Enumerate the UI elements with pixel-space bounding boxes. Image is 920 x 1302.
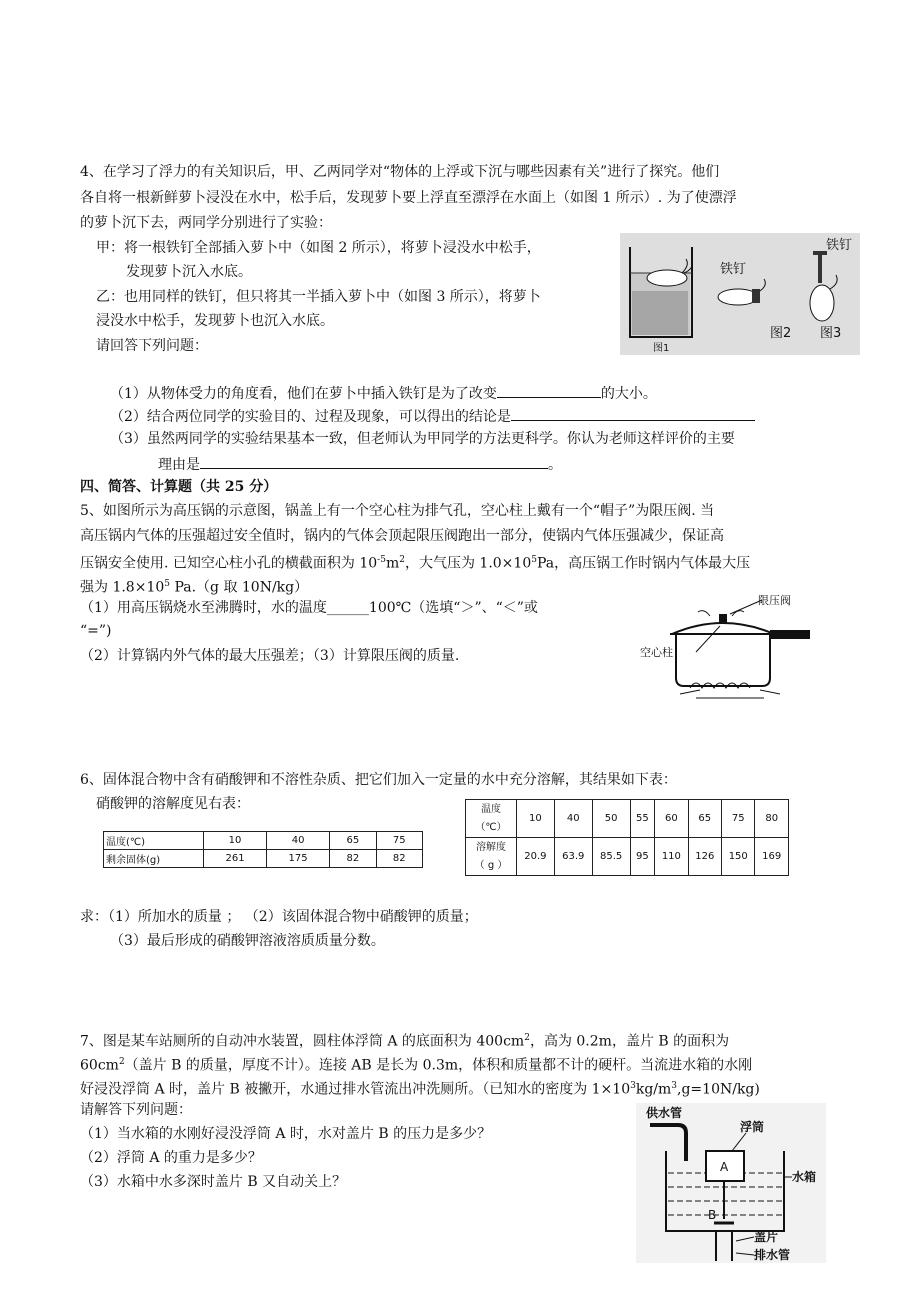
q6-ask-1: 求：（1）所加水的质量 ； （2）该固体混合物中硝酸钾的质量； [80, 909, 478, 925]
q4-yi-1: 乙：也用同样的铁钉，但只将其一半插入萝卜中（如图 3 所示），将萝卜 [96, 289, 541, 305]
q7-line-1-a: 7、图是某车站厕所的自动冲水装置，圆柱体浮筒 A 的底面积为 400cm [80, 1033, 525, 1050]
flush-device-figure [636, 1103, 826, 1263]
table-cell: 温度(℃) [104, 832, 204, 850]
table-header-cell [466, 800, 517, 838]
q7-line-3-b: kg/m [635, 1081, 672, 1098]
q4-sub-2 [110, 406, 755, 426]
q4-yi-2: 浸没水中松手，发现萝卜也沉入水底。 [96, 313, 334, 329]
q5-line-3-b: m [385, 555, 400, 572]
q7-line-3-c: ,g=10N/kg) [677, 1081, 760, 1098]
table-cell: 50 [592, 800, 630, 838]
table-cell: 65 [688, 800, 721, 838]
q4-sub-1 [110, 383, 657, 403]
q5-line-2: 高压锅内气体的压强超过安全值时，锅内的气体会顶起限压阀跑出一部分，使锅内气体压强减少，保证高 [80, 528, 724, 544]
q7-line-3-a: 好浸没浮筒 A 时，盖片 B 被撇开，水通过排水管流出冲洗厕所。（已知水的密度为 1×10 [80, 1081, 631, 1098]
table-cell: 169 [755, 838, 789, 876]
q5-line-4-a: 强为 1.8×10 [80, 579, 165, 596]
q4-jia-1: 甲：将一根铁钉全部插入萝卜中（如图 2 所示），将萝卜浸没水中松手， [96, 240, 541, 256]
table-cell: 55 [630, 800, 655, 838]
figure-3-label: 图3 [820, 326, 842, 341]
q6-line-2: 硝酸钾的溶解度见右表： [96, 796, 250, 812]
table-cell: 80 [755, 800, 789, 838]
q7-line-1-sup: 2 [524, 1033, 530, 1043]
q7-line-2-sup: 2 [118, 1057, 125, 1067]
q7-sub-1: （1）当水箱的水刚好浸没浮筒 A 时，水对盖片 B 的压力是多少？ [80, 1126, 492, 1142]
remaining-solid-table [103, 831, 423, 868]
section-heading: 四、简答、计算题（共 25 分） [80, 479, 278, 495]
q5-sub-1-cont: “=”) [80, 623, 112, 639]
q4-sub-3-text-c: 。 [548, 457, 562, 473]
table-cell: 75 [722, 800, 755, 838]
q7-line-4: 请解答下列问题： [80, 1102, 192, 1118]
drain-pipe-label: 排水管 [754, 1248, 791, 1262]
q4-sub-3-text-b: 理由是 [158, 457, 200, 473]
q5-line-1: 5、如图所示为高压锅的示意图，锅盖上有一个空心柱为排气孔，空心柱上戴有一个“帽子”为限压阀. 当 [80, 503, 715, 519]
float-a-letter: A [720, 1160, 729, 1174]
q5-line-3-sup-1: -5 [377, 555, 386, 565]
q6-ask-2: （3）最后形成的硝酸钾溶液溶质质量分数。 [110, 933, 385, 949]
table-row [104, 832, 423, 850]
q4-sub-3: （3）虽然两同学的实验结果基本一致，但老师认为甲同学的方法更科学。你认为老师这样评价的主要 [110, 431, 735, 447]
q7-line-3-sup-2: 3 [671, 1081, 678, 1091]
cover-b-letter: B [708, 1208, 717, 1222]
float-label: 浮筒 [740, 1120, 765, 1134]
table-cell: 75 [376, 832, 422, 850]
figure-2-label: 图2 [770, 326, 792, 341]
q5-sub-2: （2）计算锅内外气体的最大压强差；（3）计算限压阀的质量. [80, 648, 460, 664]
q7-line-2-b: （盖片 B 的质量，厚度不计）。连接 AB 是长为 0.3m，体积和质量都不计的硬杆。当流进水箱的水刚 [124, 1057, 753, 1074]
table-row [466, 838, 789, 876]
answer-blank[interactable] [511, 406, 755, 421]
table-row [466, 800, 789, 838]
q4-line-2: 各自将一根新鲜萝卜浸没在水中，松手后，发现萝卜要上浮直至漂浮在水面上（如图 1 所示）. 为了使漂浮 [80, 190, 737, 206]
q5-line-3 [80, 551, 750, 573]
answer-blank[interactable] [200, 454, 548, 469]
q7-sub-2: （2）浮筒 A 的重力是多少？ [80, 1150, 262, 1166]
q7-line-1-b: ，高为 0.2m，盖片 B 的面积为 [529, 1033, 730, 1050]
table-cell: 20.9 [517, 838, 555, 876]
header-line: 溶解度 [476, 841, 506, 853]
q4-sub-1-text-a: （1）从物体受力的角度看，他们在萝卜中插入铁钉是为了改变 [110, 386, 497, 402]
q4-sub-3-reason [158, 454, 562, 474]
nail-label-fig3: 铁钉 [826, 238, 853, 253]
q4-jia-2: 发现萝卜沉入水底。 [126, 264, 252, 280]
column-label: 空心柱 [640, 646, 673, 659]
q4-sub-1-text-b: 的大小。 [600, 386, 657, 402]
pressure-cooker-figure [640, 594, 820, 704]
q7-line-2-a: 60cm [80, 1057, 119, 1074]
q7-sub-3: （3）水箱中水多深时盖片 B 又自动关上？ [80, 1174, 347, 1190]
solubility-table [465, 799, 789, 876]
table-header-cell [466, 838, 517, 876]
nail-label-fig2: 铁钉 [720, 262, 747, 277]
table-cell: 60 [655, 800, 688, 838]
header-line: （ g ） [474, 859, 508, 871]
table-cell: 110 [655, 838, 688, 876]
tank-label: 水箱 [792, 1170, 817, 1184]
table-cell: 82 [376, 850, 422, 868]
q7-line-3 [80, 1077, 760, 1099]
q4-figure [620, 233, 860, 355]
q4-line-3: 的萝卜沉下去，两同学分别进行了实验： [80, 215, 332, 231]
table-cell: 40 [554, 800, 592, 838]
answer-blank[interactable] [497, 383, 601, 398]
q5-line-3-sup-2: 2 [399, 555, 405, 565]
table-cell: 10 [204, 832, 267, 850]
header-line: （℃） [475, 821, 507, 833]
header-line: 温度 [481, 803, 501, 815]
supply-pipe-label: 供水管 [646, 1106, 683, 1120]
table-row [104, 850, 423, 868]
figure-1-label: 图1 [653, 343, 670, 354]
table-cell: 40 [267, 832, 330, 850]
q7-line-3-sup-1: 3 [630, 1081, 636, 1091]
table-cell: 剩余固体(g) [104, 850, 204, 868]
q6-line-1: 6、固体混合物中含有硝酸钾和不溶性杂质、把它们加入一定量的水中充分溶解，其结果如下表： [80, 772, 677, 788]
q4-line-1: 4、在学习了浮力的有关知识后，甲、乙两同学对“物体的上浮或下沉与哪些因素有关”进行了探究。他们 [80, 164, 720, 180]
table-cell: 85.5 [592, 838, 630, 876]
table-cell: 10 [517, 800, 555, 838]
q4-sub-2-text: （2）结合两位同学的实验目的、过程及现象，可以得出的结论是 [110, 409, 511, 425]
table-cell: 175 [267, 850, 330, 868]
table-cell: 150 [722, 838, 755, 876]
cover-label: 盖片 [754, 1230, 779, 1244]
table-cell: 261 [204, 850, 267, 868]
q5-line-3-a: 压锅安全使用. 已知空心柱小孔的横截面积为 10 [80, 555, 378, 572]
table-cell: 95 [630, 838, 655, 876]
table-cell: 65 [330, 832, 376, 850]
q5-line-3-sup-3: 5 [531, 555, 537, 565]
q5-line-4-sup: 5 [164, 579, 170, 589]
valve-label: 限压阀 [758, 594, 791, 607]
q7-line-2 [80, 1053, 752, 1075]
q5-line-4-b: Pa.（g 取 10N/kg） [170, 579, 309, 596]
table-cell: 126 [688, 838, 721, 876]
q4-ask: 请回答下列问题： [96, 338, 208, 354]
q5-line-3-c: ，大气压为 1.0×10 [404, 555, 532, 572]
q5-line-4 [80, 575, 308, 597]
table-cell: 63.9 [554, 838, 592, 876]
q5-line-3-d: Pa，高压锅工作时锅内气体最大压 [536, 555, 751, 572]
q7-line-1 [80, 1029, 729, 1051]
table-cell: 82 [330, 850, 376, 868]
q5-sub-1: （1）用高压锅烧水至沸腾时，水的温度______100℃（选填“＞”、“＜”或 [80, 600, 538, 616]
